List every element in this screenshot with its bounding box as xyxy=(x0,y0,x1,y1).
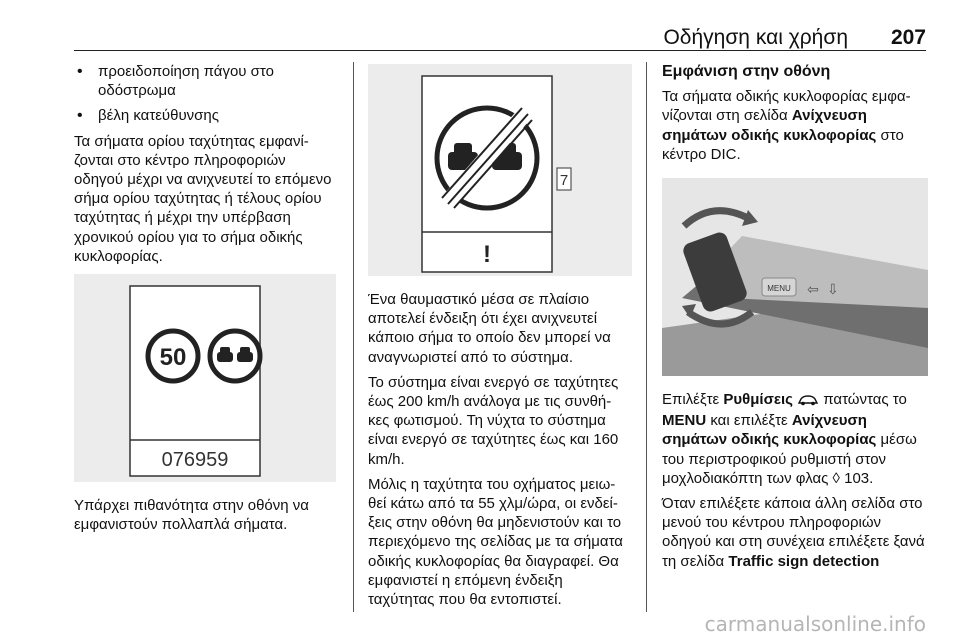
column-2 xyxy=(368,62,632,615)
paragraph: Τα σήματα οδικής κυκλοφορίας εμφα- νίζονται στη σελίδα Ανίχνευση σημάτων οδικής κυκλοφορίας στο κέντρο DIC. xyxy=(662,88,911,163)
section-heading: Εμφάνιση στην οθόνη xyxy=(662,63,831,80)
list-item: • βέλη κατεύθυνσης xyxy=(74,106,336,125)
menu-label: MENU xyxy=(767,284,791,294)
speed-sign-illustration xyxy=(74,274,336,482)
speed-sign-figure xyxy=(74,274,336,482)
speed-value: 50 xyxy=(159,344,187,372)
svg-text:⇩: ⇩ xyxy=(827,282,839,299)
paragraph: Ένα θαυμαστικό μέσα σε πλαίσιο αποτελεί ένδειξη ότι έχει ανιχνευτεί κάποιο σήμα το οποίο δεν μπορεί να αναγνωριστεί από το σύστημα. xyxy=(368,291,611,366)
headlight-icon: ⇦ xyxy=(807,282,819,299)
page-number: 207 xyxy=(890,26,926,49)
paragraph: Μόλις η ταχύτητα του οχήματος μειω- θεί κάτω από τα 55 χλμ/ώρα, οι ενδεί- ξεις στην οθόνη θα μηδενιστούν και το περιεχόμενο της σελίδας με τα σήματα οδικής κυκλοφορίας θα διαγραφεί. Θα εμφανιστεί η επόμενη ένδειξη ταχύτητας που θα εντοπιστεί. xyxy=(368,475,623,609)
paragraph: Το σύστημα είναι ενεργό σε ταχύτητες έως 200 km/h ανάλογα με τις συνθή- κες φωτισμού. Τη νύχτα το σύστημα είναι ενεργό σε ταχύτητες έως και 160 km/h. xyxy=(368,373,619,468)
stalk-control-figure xyxy=(662,178,928,376)
section-title: Οδήγηση και χρήση xyxy=(663,26,848,49)
page-ref-icon: ◊ xyxy=(832,469,845,487)
paragraph: Τα σήματα ορίου ταχύτητας εμφανί- ζονται στο κέντρο πληροφοριών οδηγού μέχρι να ανιχνευτεί το επόμενο σήμα ορίου ταχύτητας ή τέλους ορίου ταχύτητας ή μέχρι την υπέρβαση χρονικού ορίου για το σήμα οδικής κυκλοφορίας. xyxy=(74,132,332,265)
watermark: carmanualsonline.info xyxy=(704,612,926,636)
stalk-illustration xyxy=(662,178,928,376)
list-item: • προειδοποίηση πάγου στο οδόστρωμα xyxy=(74,62,336,100)
paragraph: Επιλέξτε Ρυθμίσεις πατώντας το MENU και επιλέξτε Ανίχνευση σημάτων οδικής κυκλοφορίας μέσω του περιστροφικού ρυθμιστή στον μοχλοδιακόπτη των φλας ◊ 103. xyxy=(662,391,917,487)
column-divider-2 xyxy=(646,62,647,612)
column-1 xyxy=(74,62,336,540)
column-divider-1 xyxy=(353,62,354,612)
exclamation-mark: ! xyxy=(483,241,491,268)
page-header xyxy=(74,22,926,51)
settings-car-icon xyxy=(797,392,819,411)
sign-code: 076959 xyxy=(161,449,229,472)
unrecognized-sign-illustration xyxy=(368,64,632,276)
paragraph: Όταν επιλέξετε κάποια άλλη σελίδα στο μενού του κέντρου πληροφοριών οδηγού και στη συνέχεια επιλέξετε ξανά τη σελίδα Traffic sign detection xyxy=(662,495,925,570)
paragraph: Υπάρχει πιθανότητα στην οθόνη να εμφανιστούν πολλαπλά σήματα. xyxy=(74,497,309,534)
unrecognized-sign-figure xyxy=(368,64,632,276)
bullet-list xyxy=(74,62,336,126)
tag-value: 7 xyxy=(559,172,569,189)
column-3 xyxy=(662,62,928,577)
